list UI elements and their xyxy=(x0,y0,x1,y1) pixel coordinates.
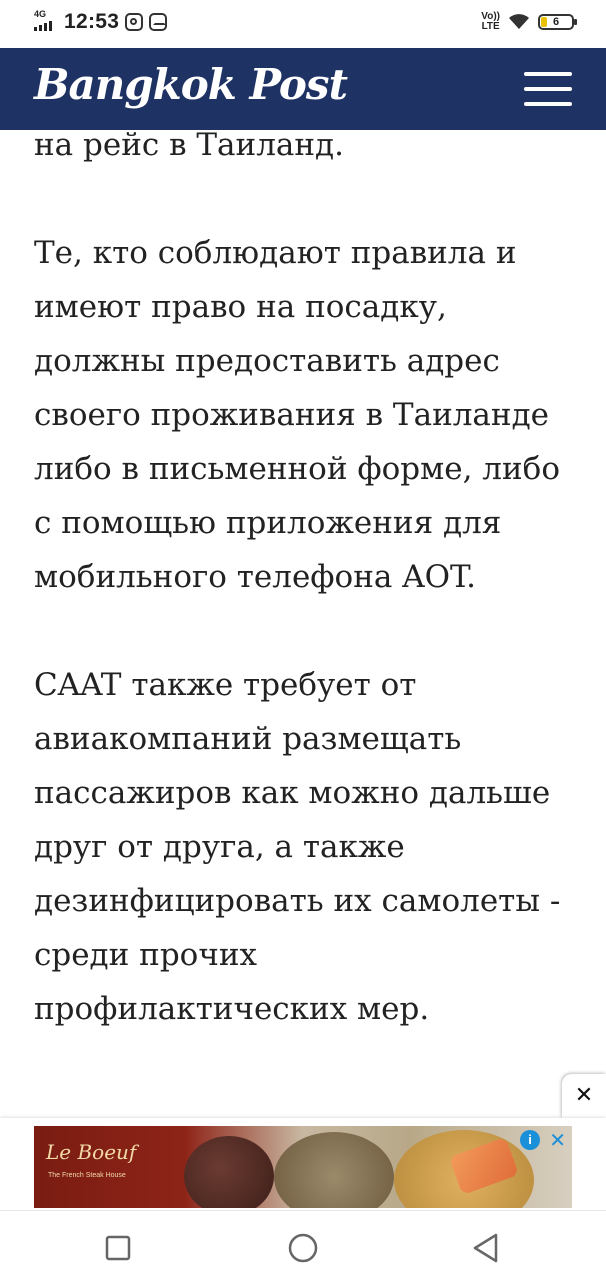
ad-close-button[interactable]: ✕ xyxy=(562,1074,606,1118)
ad-dismiss-icon[interactable]: ✕ xyxy=(549,1128,566,1152)
ad-brand-logo: Le Boeuf xyxy=(46,1140,137,1164)
status-bar xyxy=(0,0,606,48)
clock: 12:53 xyxy=(64,10,120,33)
article-body xyxy=(34,118,574,1090)
ad-info-icon[interactable]: i xyxy=(520,1130,540,1150)
mail-icon xyxy=(149,13,167,31)
home-icon[interactable] xyxy=(288,1233,318,1263)
bangkok-post-logo[interactable]: Bangkok Post xyxy=(34,60,347,109)
ad-container xyxy=(0,1118,606,1210)
recent-apps-icon[interactable] xyxy=(103,1233,133,1263)
ad-banner[interactable] xyxy=(34,1126,572,1208)
ad-food-image xyxy=(184,1136,274,1208)
system-nav-bar xyxy=(0,1210,606,1281)
article-paragraph: на рейс в Таиланд. xyxy=(34,127,344,163)
cellular-signal-icon xyxy=(34,10,58,34)
article-paragraph: Те, кто соблюдают правила и имеют право на посадку, должны предоставить адрес своего проживания в Таиланде либо в письменной форме, либо с помощью приложения для мобильного телефона AOT. xyxy=(34,235,560,595)
article-paragraph: CAAT также требует от авиакомпаний размещать пассажиров как можно дальше друг от друга, а также дезинфицировать их самолеты - среди прочих профилактических мер. xyxy=(34,667,561,1027)
instagram-icon xyxy=(125,13,143,31)
ad-food-image xyxy=(274,1132,394,1208)
status-left xyxy=(34,10,167,34)
back-icon[interactable] xyxy=(471,1233,501,1263)
lte-label: LTE xyxy=(481,21,500,32)
ad-brand-sub: The French Steak House xyxy=(48,1172,126,1179)
volte-icon xyxy=(481,12,500,32)
status-right xyxy=(481,12,574,32)
hamburger-menu-icon[interactable] xyxy=(524,72,572,106)
battery-level: 6 xyxy=(552,16,560,28)
wifi-icon xyxy=(508,13,530,31)
battery-icon xyxy=(538,14,574,30)
network-type: 4G xyxy=(34,9,47,19)
volte-label: Vo)) xyxy=(481,11,500,22)
